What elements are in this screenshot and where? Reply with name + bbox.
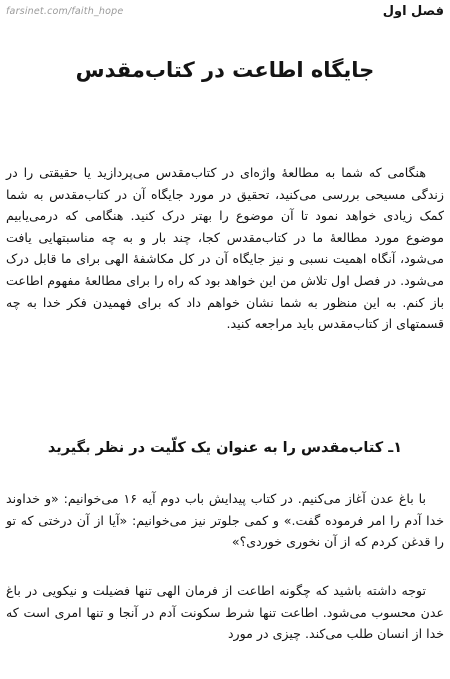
section-heading: ۱ـ کتاب‌مقدس را به عنوان یک کلّیت در نظر بگیرید (47, 440, 403, 456)
body-paragraph: توجه داشته باشید که چگونه اطاعت از فرمان الهی تنها فضیلت و نیکویی در باغ عدن محسوب می‌شود. اطاعت تنها شرط سکونت آدم در آنجا و تنها امری است که خدا از انسان طلب می‌کند. چیزی در مورد (6, 583, 444, 642)
intro-paragraph: هنگامی که شما به مطالعهٔ واژه‌ای در کتاب‌مقدس می‌پردازید یا حقیقتی را در زندگی مسیحی بررسی می‌کنید، تحقیق در مورد جایگاه آن در کتاب‌مقدس به شما کمک زیادی خواهد نمود تا آن موضوع را بهتر درک کنید. هنگامی که درمی‌یابیم موضوع مورد مطالعهٔ ما در کتاب‌مقدس کجا، چند بار و به چه مناسبتهایی یافت می‌شود، آنگاه اهمیت نسبی و نیز جایگاه آن در کل مکاشفهٔ الهی برای ما قابل درک می‌شود. در فصل اول تلاش من این خواهد بود که راه را برای مطالعهٔ مفهوم اطاعت باز کنم. به این منظور به شما نشان خواهم داد که برای فهمیدن فکر خدا به چه قسمتهای از کتاب‌مقدس باید مراجعه کنید. (6, 165, 444, 332)
page-title: جایگاه اطاعت در کتاب‌مقدس (75, 58, 375, 82)
chapter-label: فصل اول (382, 4, 444, 19)
body-paragraph: با باغ عدن آغاز می‌کنیم. در کتاب پیدایش باب دوم آیه ۱۶ می‌خوانیم: «و خداوند خدا آدم را امر فرموده گفت.» و کمی جلوتر نیز می‌خوانیم: «آیا از آن درختی که تو را قدغن کردم که از آن نخوری خوردی؟» (6, 491, 444, 550)
watermark: farsinet.com/faith_hope (6, 6, 124, 17)
